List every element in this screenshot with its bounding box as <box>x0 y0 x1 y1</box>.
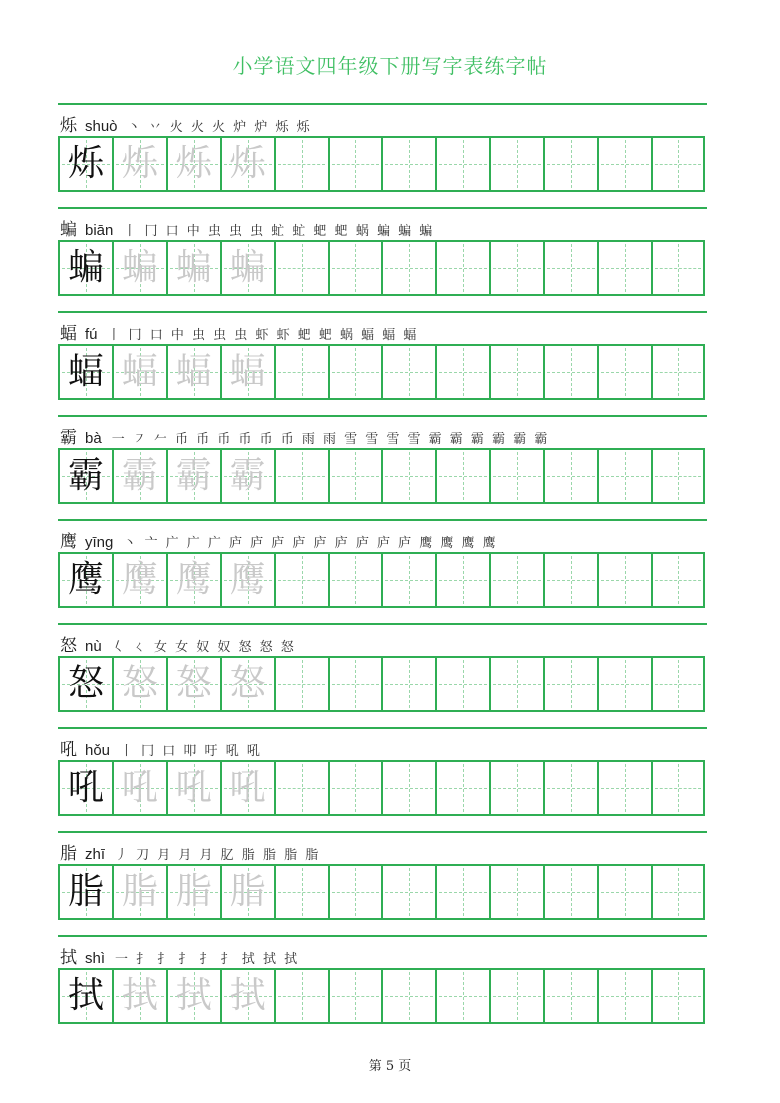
model-cell <box>58 762 112 814</box>
trace-cell <box>220 866 274 918</box>
trace-character: 霸 <box>121 455 158 496</box>
blank-practice-cell <box>651 554 705 606</box>
trace-cell <box>112 554 166 606</box>
blank-practice-cell <box>597 658 651 710</box>
blank-practice-cell <box>328 866 382 918</box>
blank-practice-cell <box>543 242 597 294</box>
blank-practice-cell <box>543 762 597 814</box>
blank-practice-cell <box>381 970 435 1022</box>
blank-practice-cell <box>274 658 328 710</box>
trace-cell <box>220 762 274 814</box>
blank-practice-cell <box>489 346 543 398</box>
writing-grid <box>58 240 705 296</box>
trace-character: 蝙 <box>121 247 158 288</box>
blank-practice-cell <box>543 554 597 606</box>
trace-character: 吼 <box>229 767 266 808</box>
trace-character: 霸 <box>229 455 266 496</box>
blank-practice-cell <box>597 346 651 398</box>
blank-practice-cell <box>543 450 597 502</box>
entry-character: 烁 <box>60 116 77 136</box>
blank-practice-cell <box>543 970 597 1022</box>
blank-practice-cell <box>435 346 489 398</box>
blank-practice-cell <box>435 970 489 1022</box>
blank-practice-cell <box>489 242 543 294</box>
entry-divider <box>58 103 707 105</box>
blank-practice-cell <box>651 658 705 710</box>
blank-practice-cell <box>543 346 597 398</box>
blank-practice-cell <box>435 554 489 606</box>
entry-divider <box>58 207 707 209</box>
writing-grid <box>58 968 705 1024</box>
entry-divider <box>58 623 707 625</box>
trace-character: 蝠 <box>229 351 266 392</box>
trace-character: 脂 <box>175 871 212 912</box>
blank-practice-cell <box>489 866 543 918</box>
model-cell <box>58 138 112 190</box>
entry-divider <box>58 311 707 313</box>
trace-cell <box>166 346 220 398</box>
blank-practice-cell <box>597 242 651 294</box>
blank-practice-cell <box>435 450 489 502</box>
blank-practice-cell <box>274 346 328 398</box>
blank-practice-cell <box>597 970 651 1022</box>
blank-practice-cell <box>597 554 651 606</box>
blank-practice-cell <box>489 970 543 1022</box>
stroke-order: 丶 亠 广 广 广 庐 庐 庐 庐 庐 庐 庐 庐 庐 鹰 鹰 鹰 鹰 <box>123 536 498 551</box>
trace-cell <box>112 346 166 398</box>
trace-character: 烁 <box>175 143 212 184</box>
entry-character: 鹰 <box>60 532 77 552</box>
model-character: 怒 <box>67 663 104 704</box>
trace-character: 怒 <box>229 663 266 704</box>
trace-character: 烁 <box>229 143 266 184</box>
trace-character: 鹰 <box>229 559 266 600</box>
writing-grid <box>58 656 705 712</box>
blank-practice-cell <box>381 762 435 814</box>
blank-practice-cell <box>381 242 435 294</box>
trace-cell <box>220 658 274 710</box>
entry-pinyin: hǒu <box>85 742 111 759</box>
blank-practice-cell <box>543 138 597 190</box>
stroke-order: 𡿨 ㄑ 女 女 奴 奴 怒 怒 怒 <box>111 640 296 655</box>
trace-cell <box>220 346 274 398</box>
model-character: 霸 <box>67 455 104 496</box>
blank-practice-cell <box>489 138 543 190</box>
stroke-order: 丨 冂 口 叩 吁 吼 吼 <box>120 744 262 759</box>
trace-cell <box>220 138 274 190</box>
entry-pinyin: nù <box>85 638 102 655</box>
writing-grid <box>58 864 705 920</box>
blank-practice-cell <box>651 346 705 398</box>
entry-pinyin: zhī <box>85 846 106 863</box>
blank-practice-cell <box>274 866 328 918</box>
blank-practice-cell <box>651 242 705 294</box>
entry-header <box>60 839 321 864</box>
page-number: 第 5 页 <box>368 1059 412 1074</box>
model-character: 脂 <box>67 871 104 912</box>
blank-practice-cell <box>651 138 705 190</box>
trace-cell <box>112 658 166 710</box>
blank-practice-cell <box>435 658 489 710</box>
entry-character: 蝙 <box>60 220 77 240</box>
trace-cell <box>166 242 220 294</box>
blank-practice-cell <box>435 866 489 918</box>
trace-character: 烁 <box>121 143 158 184</box>
blank-practice-cell <box>597 138 651 190</box>
blank-practice-cell <box>328 138 382 190</box>
model-cell <box>58 346 112 398</box>
trace-character: 拭 <box>229 975 266 1016</box>
writing-grid <box>58 344 705 400</box>
stroke-order: 丶 丷 火 火 火 炉 炉 烁 烁 <box>127 120 312 135</box>
trace-character: 拭 <box>175 975 212 1016</box>
blank-practice-cell <box>489 762 543 814</box>
entry-pinyin: biān <box>85 222 114 239</box>
writing-grid <box>58 448 705 504</box>
entry-divider <box>58 935 707 937</box>
trace-cell <box>166 762 220 814</box>
blank-practice-cell <box>651 866 705 918</box>
trace-cell <box>220 554 274 606</box>
entry-header <box>60 111 312 136</box>
writing-grid <box>58 552 705 608</box>
stroke-order: 一 扌 扌 扌 扌 扌 拭 拭 拭 <box>115 952 300 967</box>
blank-practice-cell <box>328 970 382 1022</box>
entry-pinyin: shuò <box>85 118 118 135</box>
trace-cell <box>166 970 220 1022</box>
blank-practice-cell <box>274 762 328 814</box>
trace-character: 霸 <box>175 455 212 496</box>
trace-cell <box>112 450 166 502</box>
blank-practice-cell <box>651 970 705 1022</box>
entry-character: 吼 <box>60 740 77 760</box>
entry-character: 怒 <box>60 636 77 656</box>
blank-practice-cell <box>381 346 435 398</box>
blank-practice-cell <box>328 346 382 398</box>
blank-practice-cell <box>381 658 435 710</box>
trace-cell <box>166 450 220 502</box>
blank-practice-cell <box>435 138 489 190</box>
model-cell <box>58 242 112 294</box>
trace-cell <box>166 866 220 918</box>
trace-cell <box>166 658 220 710</box>
blank-practice-cell <box>381 866 435 918</box>
trace-character: 怒 <box>121 663 158 704</box>
blank-practice-cell <box>381 450 435 502</box>
trace-cell <box>112 242 166 294</box>
model-cell <box>58 658 112 710</box>
entry-character: 蝠 <box>60 324 77 344</box>
model-character: 蝙 <box>67 247 104 288</box>
blank-practice-cell <box>597 450 651 502</box>
blank-practice-cell <box>597 762 651 814</box>
model-character: 烁 <box>67 143 104 184</box>
blank-practice-cell <box>435 242 489 294</box>
blank-practice-cell <box>651 450 705 502</box>
entry-header <box>60 215 435 240</box>
entry-character: 拭 <box>60 948 77 968</box>
page-title: 小学语文四年级下册写字表练字帖 <box>232 54 548 78</box>
model-cell <box>58 554 112 606</box>
trace-character: 蝙 <box>175 247 212 288</box>
stroke-order: 丨 冂 口 中 虫 虫 虫 虻 虻 蚆 蚆 蜗 蝙 蝙 蝙 <box>123 224 435 239</box>
trace-character: 脂 <box>121 871 158 912</box>
stroke-order: 丿 刀 月 月 月 肊 脂 脂 脂 脂 <box>115 848 321 863</box>
blank-practice-cell <box>543 866 597 918</box>
entry-header <box>60 423 550 448</box>
model-cell <box>58 866 112 918</box>
blank-practice-cell <box>274 970 328 1022</box>
trace-character: 拭 <box>121 975 158 1016</box>
stroke-order: 一 ㇇ 𠂉 币 币 币 币 币 币 雨 雨 雪 雪 雪 雪 霸 霸 霸 霸 霸 霸 <box>111 432 550 447</box>
blank-practice-cell <box>274 450 328 502</box>
blank-practice-cell <box>328 554 382 606</box>
trace-cell <box>220 970 274 1022</box>
blank-practice-cell <box>489 658 543 710</box>
entry-divider <box>58 415 707 417</box>
blank-practice-cell <box>274 242 328 294</box>
trace-character: 吼 <box>121 767 158 808</box>
entry-pinyin: shì <box>85 950 106 967</box>
blank-practice-cell <box>435 762 489 814</box>
model-character: 鹰 <box>67 559 104 600</box>
trace-character: 怒 <box>175 663 212 704</box>
blank-practice-cell <box>489 554 543 606</box>
blank-practice-cell <box>489 450 543 502</box>
trace-cell <box>112 762 166 814</box>
entry-header <box>60 943 300 968</box>
model-character: 吼 <box>67 767 104 808</box>
trace-cell <box>112 866 166 918</box>
entry-pinyin: bà <box>85 430 102 447</box>
writing-grid <box>58 760 705 816</box>
entry-header <box>60 735 262 760</box>
entry-header <box>60 319 419 344</box>
trace-character: 鹰 <box>121 559 158 600</box>
blank-practice-cell <box>543 658 597 710</box>
trace-character: 蝙 <box>229 247 266 288</box>
blank-practice-cell <box>328 242 382 294</box>
trace-character: 蝠 <box>175 351 212 392</box>
trace-cell <box>166 554 220 606</box>
trace-character: 吼 <box>175 767 212 808</box>
entry-header <box>60 631 296 656</box>
trace-character: 脂 <box>229 871 266 912</box>
writing-grid <box>58 136 705 192</box>
blank-practice-cell <box>328 658 382 710</box>
entry-divider <box>58 519 707 521</box>
blank-practice-cell <box>381 554 435 606</box>
entry-divider <box>58 727 707 729</box>
model-character: 拭 <box>67 975 104 1016</box>
entry-divider <box>58 831 707 833</box>
model-character: 蝠 <box>67 351 104 392</box>
model-cell <box>58 450 112 502</box>
trace-character: 蝠 <box>121 351 158 392</box>
trace-cell <box>112 138 166 190</box>
entry-header <box>60 527 498 552</box>
trace-cell <box>220 450 274 502</box>
trace-cell <box>112 970 166 1022</box>
entry-pinyin: fú <box>85 326 98 343</box>
trace-cell <box>220 242 274 294</box>
blank-practice-cell <box>651 762 705 814</box>
blank-practice-cell <box>381 138 435 190</box>
stroke-order: 丨 冂 口 中 虫 虫 虫 虾 虾 蚆 蚆 蜗 蝠 蝠 蝠 <box>107 328 419 343</box>
blank-practice-cell <box>274 138 328 190</box>
blank-practice-cell <box>328 450 382 502</box>
blank-practice-cell <box>328 762 382 814</box>
blank-practice-cell <box>597 866 651 918</box>
model-cell <box>58 970 112 1022</box>
entry-pinyin: yīng <box>85 534 114 551</box>
blank-practice-cell <box>274 554 328 606</box>
trace-cell <box>166 138 220 190</box>
entry-character: 脂 <box>60 844 77 864</box>
entry-character: 霸 <box>60 428 77 448</box>
trace-character: 鹰 <box>175 559 212 600</box>
